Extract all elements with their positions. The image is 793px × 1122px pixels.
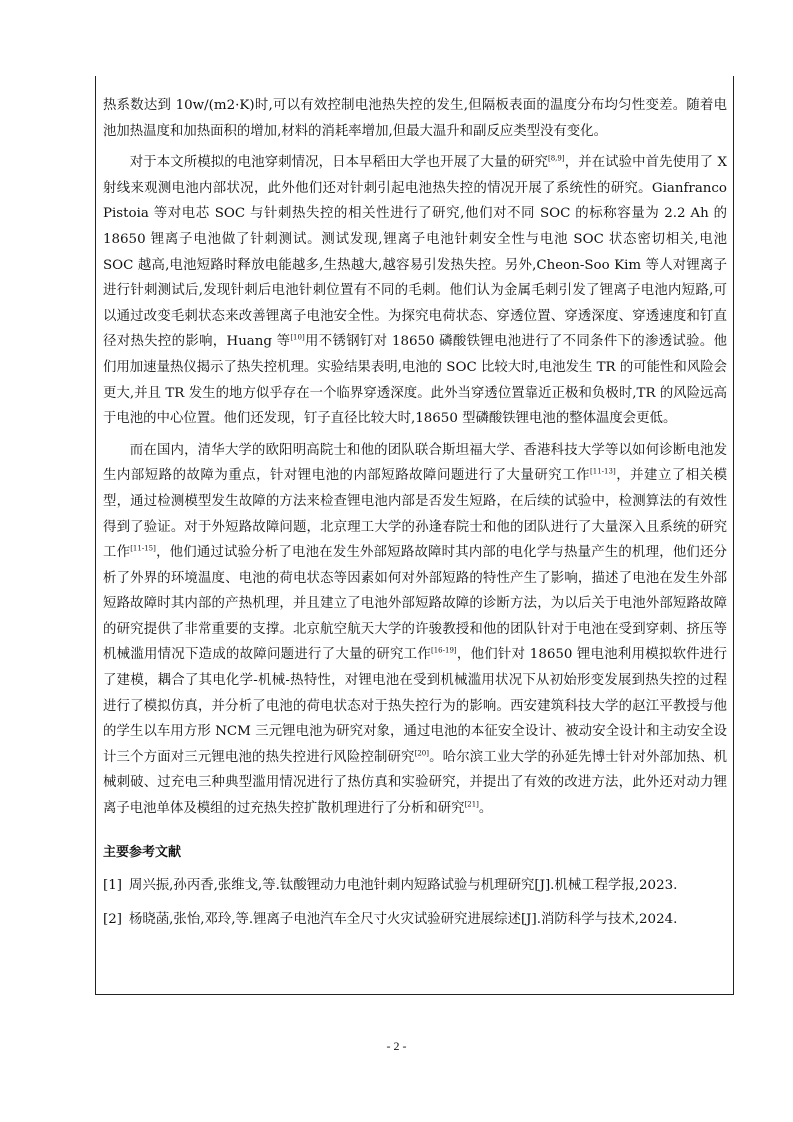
reference-text: 周兴振,孙丙香,张维戈,等.钛酸锂动力电池针刺内短路试验与机理研究[J].机械工程学报,2023.: [129, 878, 678, 894]
citation-mark: [16-19]: [431, 647, 457, 655]
reference-item: [103, 907, 727, 933]
reference-number: [1]: [103, 878, 122, 894]
reference-item: [103, 873, 727, 899]
body-paragraph: [103, 150, 727, 432]
body-paragraph: [103, 93, 727, 144]
paragraph-text: 用不锈钢钉对 18650 磷酸铁锂电池进行了不同条件下的渗透试验。他们用加速量热仪揭示了热失控机理。实验结果表明,电池的 SOC 比较大时,电池发生 TR 的可能性和风险会更大,并且 TR 发生的地方似乎存在一个临界穿透深度。此外当穿透位置靠近正极和负极时,TR 的风险远高于电池的中心位置。他们还发现，钉子直径比较大时,18650 型磷酸铁锂电池的整体温度会更低。: [103, 334, 727, 427]
references-list: [103, 873, 727, 932]
paragraph-text: 对于本文所模拟的电池穿刺情况，日本早稻田大学也开展了大量的研究: [129, 155, 548, 171]
reference-number: [2]: [103, 911, 122, 927]
paragraph-text: ，他们针对 18650 锂电池利用模拟软件进行了建模，耦合了其电化学-机械-热特性，对锂电池在受到机械滥用状况下从初始形变发展到热失控的过程进行了模拟仿真，并分析了电池的荷电状态对于热失控行为的影响。西安建筑科技大学的赵江平教授与他的学生以车用方形 NCM 三元锂电池为研究对象，通过电池的本征安全设计、被动安全设计和主动安全设计三个方面对三元锂电池的热失控进行风险控制研究: [103, 647, 727, 765]
citation-mark: [10]: [290, 333, 305, 342]
paragraph-text: 而在国内，清华大学的欧阳明高院士和他的团队联合斯坦福大学、香港科技大学等以如何诊断电池发生内部短路的故障为重点，针对锂电池的内部短路故障问题进行了大量研究工作: [103, 442, 727, 484]
references-heading: 主要参考文献: [103, 844, 182, 860]
page-number: - 2 -: [386, 1039, 407, 1053]
paragraph-text: ，他们通过试验分析了电池在发生外部短路故障时其内部的电化学与热量产生的机理，他们还分析了外界的环境温度、电池的荷电状态等因素如何对外部短路的特性产生了影响，描述了电池在发生外部短路故障时其内部的产热机理，并且建立了电池外部短路故障的诊断方法，为以后关于电池外部短路故障的研究提供了非常重要的支撑。北京航空航天大学的许骏教授和他的团队针对于电池在受到穿刺、挤压等机械滥用情况下造成的故障问题进行了大量的研究工作: [103, 545, 728, 663]
page-content: [103, 93, 727, 940]
paragraph-text: 。: [478, 801, 493, 817]
paragraph-text: 热系数达到 10w/(m2·K)时,可以有效控制电池热失控的发生,但隔板表面的温度分布均匀性变差。随着电池加热温度和加热面积的增加,材料的消耗率增加,但最大温升和副反应类型没有变化。: [103, 98, 727, 139]
citation-mark: [20]: [414, 749, 429, 758]
citation-mark: [11-15]: [130, 544, 156, 553]
paragraph-text: ，并建立了相关模型，通过检测模型发生故障的方法来检查锂电池内部是否发生短路，在后续的试验中，检测算法的有效性得到了验证。对于外短路故障问题，北京理工大学的孙逢春院士和他的团队进行了大量深入且系统的研究工作: [103, 468, 728, 561]
citation-mark: [8,9]: [548, 154, 565, 163]
paragraph-text: 。哈尔滨工业大学的孙延先博士针对外部加热、机械刺破、过充电三种典型滥用情况进行了热仿真和实验研究，并提出了有效的改进方法，此外还对动力锂离子电池单体及模组的过充热失控扩散机理进行了分析和研究: [103, 749, 728, 817]
paragraph-text: ，并在试验中首先使用了 X 射线来观测电池内部状况，此外他们还对针刺引起电池热失控的情况开展了系统性的研究。Gianfranco Pistoia 等对电芯 SOC 与针刺热失控的相关性进行了研究,他们对不同 SOC 的标称容量为 2.2 Ah 的 18650 锂离子电池做了针刺测试。测试发现,锂离子电池针刺安全性与电池 SOC 状态密切相关,电池 SOC 越高,电池短路时释放电能越多,生热越大,越容易引发热失控。另外,Cheon-Soo Kim 等人对锂离子进行针刺测试后,发现针刺后电池针刺位置有不同的毛刺。他们认为金属毛刺引发了锂离子电池内短路,可以通过改变毛刺状态来改善锂离子电池安全性。为探究电荷状态、穿透位置、穿透深度、穿透速度和钉直径对热失控的影响，Huang 等: [103, 155, 727, 350]
body-paragraph: [103, 438, 727, 822]
reference-text: 杨晓菡,张怡,邓玲,等.锂离子电池汽车全尺寸火灾试验研究进展综述[J].消防科学与技术,2024.: [129, 911, 678, 927]
citation-mark: [21]: [464, 800, 479, 809]
citation-mark: [11-13]: [590, 467, 616, 476]
body-paragraphs: [103, 93, 727, 822]
